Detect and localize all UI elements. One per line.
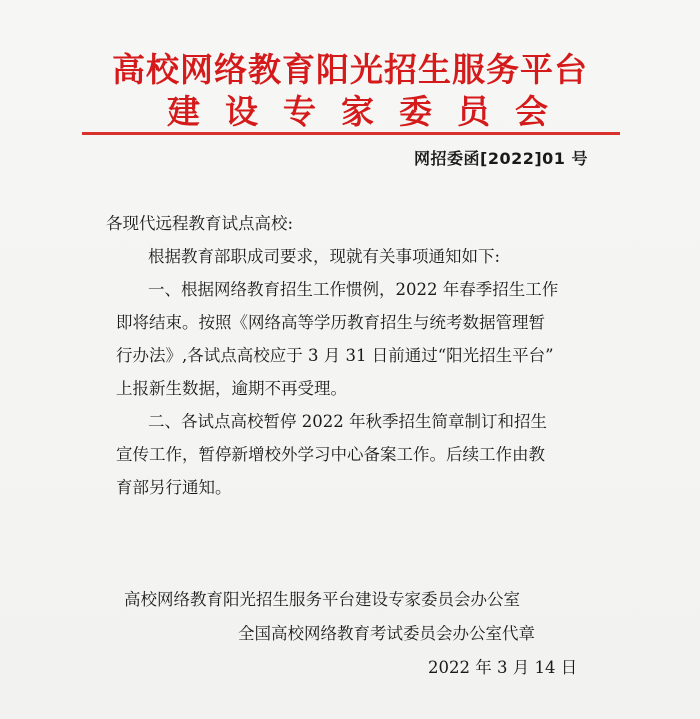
body-line: 上报新生数据，逾期不再受理。 (116, 379, 347, 398)
issue-date: 2022 年 3 月 14 日 (428, 658, 578, 677)
document-title-line-1: 高校网络教育阳光招生服务平台 (112, 50, 588, 89)
body-line: 二、各试点高校暂停 2022 年秋季招生简章制订和招生 (148, 412, 547, 431)
body-line: 根据教育部职成司要求，现就有关事项通知如下: (148, 247, 501, 266)
body-line: 行办法》,各试点高校应于 3 月 31 日前通过“阳光招生平台” (116, 346, 554, 365)
body-line: 即将结束。按照《网络高等学历教育招生与统考数据管理暂 (116, 313, 545, 332)
document-title-line-2: 建设专家委员会 (167, 92, 573, 131)
body-line: 育部另行通知。 (116, 478, 232, 497)
red-header-rule (82, 132, 620, 135)
issuer-signature: 高校网络教育阳光招生服务平台建设专家委员会办公室 (124, 590, 520, 609)
document-body (106, 207, 600, 504)
salutation: 各现代远程教育试点高校: (106, 214, 294, 233)
proxy-seal-line: 全国高校网络教育考试委员会办公室代章 (238, 624, 535, 643)
body-line: 一、根据网络教育招生工作惯例，2022 年春季招生工作 (148, 280, 559, 299)
body-line: 宣传工作，暂停新增校外学习中心备案工作。后续工作由教 (116, 445, 545, 464)
document-number: 网招委函[2022]01 号 (414, 149, 588, 168)
